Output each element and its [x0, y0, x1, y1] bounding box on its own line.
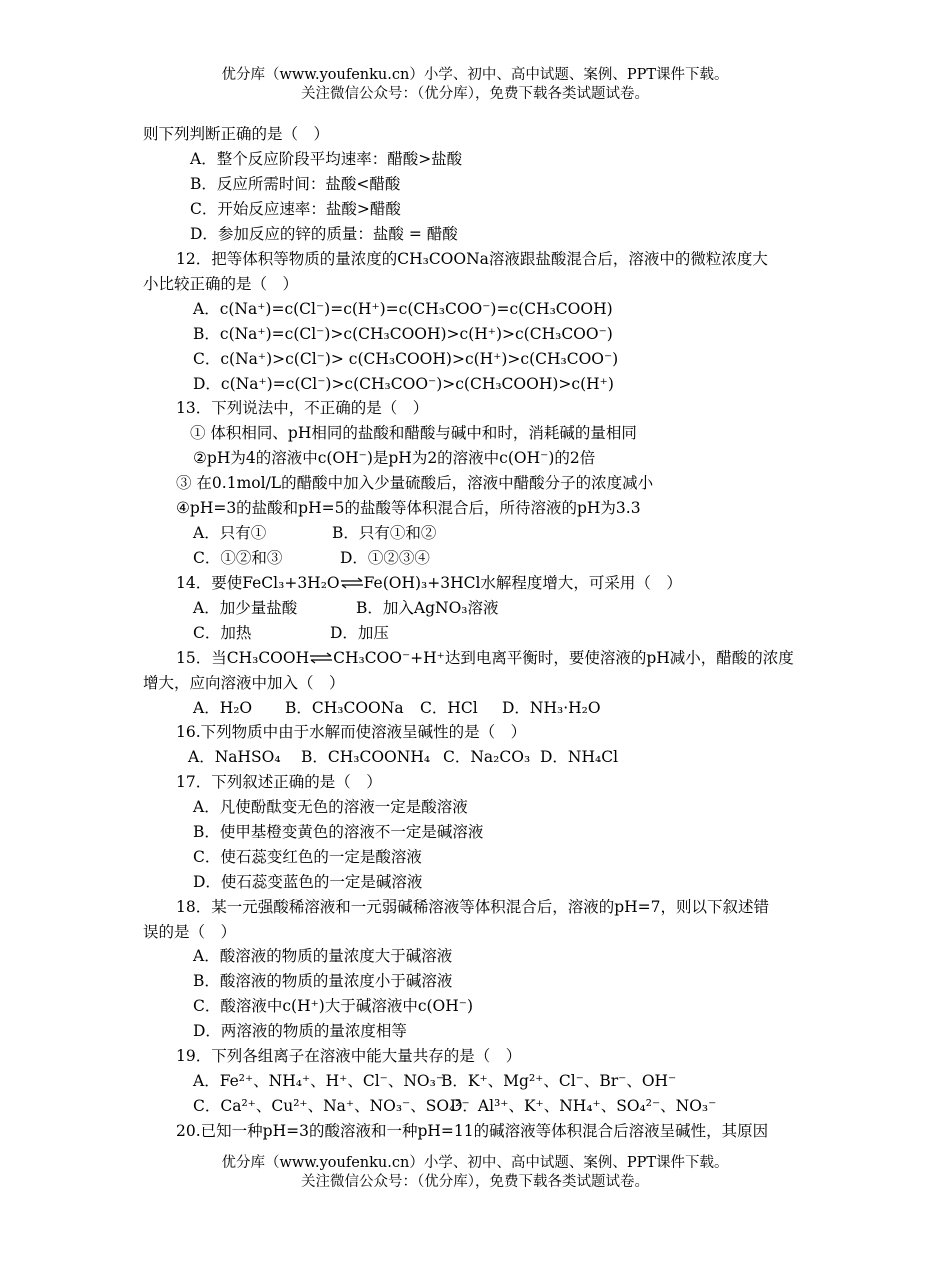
q19-option-a: A．Fe²⁺、NH₄⁺、H⁺、Cl⁻、NO₃⁻	[193, 1072, 445, 1090]
q15-stem-line-2: 增大，应向溶液中加入（ ）	[143, 674, 345, 692]
q11-stem: 则下列判断正确的是（ ）	[143, 125, 330, 143]
q13-statement-1: ① 体积相同、pH相同的盐酸和醋酸与碱中和时，消耗碱的量相同	[190, 424, 637, 442]
q13-statement-4: ④pH=3的盐酸和pH=5的盐酸等体积混合后，所待溶液的pH为3.3	[176, 499, 641, 517]
q12-stem-line-2: 小比较正确的是（ ）	[143, 275, 299, 293]
q18-option-c: C．酸溶液中c(H⁺)大于碱溶液中c(OH⁻)	[193, 997, 474, 1015]
q14-stem-left: 14．要使FeCl₃+3H₂O	[176, 574, 340, 592]
q16-option-c: C．Na₂CO₃	[443, 748, 531, 766]
q15-stem-right: CH₃COO⁻+H⁺达到电离平衡时，要使溶液的pH减小，醋酸的浓度	[333, 649, 794, 667]
q11-option-b: B．反应所需时间：盐酸<醋酸	[190, 175, 401, 193]
equilibrium-arrow-icon	[310, 654, 332, 664]
q13-option-a: A．只有①	[193, 524, 267, 542]
q14-option-a: A．加少量盐酸	[193, 599, 298, 617]
q15-option-d: D．NH₃·H₂O	[502, 699, 601, 717]
page-footer	[0, 1154, 950, 1192]
q12-option-b: B．c(Na⁺)=c(Cl⁻)>c(CH₃COOH)>c(H⁺)>c(CH₃COO⁻)	[193, 325, 613, 343]
q17-option-b: B．使甲基橙变黄色的溶液不一定是碱溶液	[193, 823, 484, 841]
q14-option-c: C．加热	[193, 624, 252, 642]
header-line-1: 优分库（www.youfenku.cn）小学、初中、高中试题、案例、PPT课件下载。	[221, 67, 729, 83]
q18-stem-line-1: 18．某一元强酸稀溶液和一元弱碱稀溶液等体积混合后，溶液的pH=7，则以下叙述错	[176, 898, 770, 916]
q13-option-c: C．①②和③	[193, 549, 283, 567]
q12-stem-line-1: 12．把等体积等物质的量浓度的CH₃COONa溶液跟盐酸混合后，溶液中的微粒浓度大	[176, 250, 768, 268]
q14-option-d: D．加压	[330, 624, 389, 642]
q13-statement-2: ②pH为4的溶液中c(OH⁻)是pH为2的溶液中c(OH⁻)的2倍	[193, 449, 596, 467]
q18-option-b: B．酸溶液的物质的量浓度小于碱溶液	[193, 972, 453, 990]
q13-statement-3: ③ 在0.1mol/L的醋酸中加入少量硫酸后，溶液中醋酸分子的浓度减小	[176, 474, 654, 492]
q18-option-d: D．两溶液的物质的量浓度相等	[193, 1022, 407, 1040]
q17-option-c: C．使石蕊变红色的一定是酸溶液	[193, 848, 422, 866]
q15-option-c: C．HCl	[420, 699, 478, 717]
q15-stem-left: 15．当CH₃COOH	[176, 649, 310, 667]
q11-option-d: D．参加反应的锌的质量：盐酸 = 醋酸	[190, 225, 458, 243]
q13-option-b: B．只有①和②	[332, 524, 437, 542]
q16-stem: 16.下列物质中由于水解而使溶液呈碱性的是（ ）	[176, 723, 527, 741]
page-header	[0, 66, 950, 104]
q15-stem-line-1	[176, 648, 794, 668]
q12-option-a: A．c(Na⁺)=c(Cl⁻)=c(H⁺)=c(CH₃COO⁻)=c(CH₃COOH)	[193, 300, 613, 318]
q16-option-a: A．NaHSO₄	[188, 748, 281, 766]
q14-option-b: B．加入AgNO₃溶液	[356, 599, 499, 617]
q19-stem: 19．下列各组离子在溶液中能大量共存的是（ ）	[176, 1047, 522, 1065]
q15-option-a: A．H₂O	[193, 699, 253, 717]
header-line-2: 关注微信公众号：（优分库），免费下载各类试题试卷。	[301, 86, 649, 102]
q18-stem-line-2: 误的是（ ）	[143, 923, 237, 941]
q11-option-a: A．整个反应阶段平均速率：醋酸>盐酸	[190, 150, 463, 168]
footer-line-1: 优分库（www.youfenku.cn）小学、初中、高中试题、案例、PPT课件下载。	[221, 1155, 729, 1171]
q19-option-b: B．K⁺、Mg²⁺、Cl⁻、Br⁻、OH⁻	[441, 1072, 677, 1090]
q12-option-c: C．c(Na⁺)>c(Cl⁻)> c(CH₃COOH)>c(H⁺)>c(CH₃COO⁻)	[193, 350, 619, 368]
q14-stem	[176, 573, 682, 593]
q12-option-d: D．c(Na⁺)=c(Cl⁻)>c(CH₃COO⁻)>c(CH₃COOH)>c(H⁺)	[193, 375, 614, 393]
q11-option-c: C．开始反应速率：盐酸>醋酸	[190, 200, 401, 218]
q13-stem: 13．下列说法中，不正确的是（ ）	[176, 399, 429, 417]
q19-option-c: C．Ca²⁺、Cu²⁺、Na⁺、NO₃⁻、SO₄²⁻	[193, 1097, 470, 1115]
q20-stem: 20.已知一种pH=3的酸溶液和一种pH=11的碱溶液等体积混合后溶液呈碱性，其原因	[176, 1122, 769, 1140]
q16-option-b: B．CH₃COONH₄	[301, 748, 431, 766]
q17-option-d: D．使石蕊变蓝色的一定是碱溶液	[193, 873, 423, 891]
q15-option-b: B．CH₃COONa	[285, 699, 404, 717]
q16-option-d: D．NH₄Cl	[540, 748, 619, 766]
q17-option-a: A．凡使酚酞变无色的溶液一定是酸溶液	[193, 798, 468, 816]
q14-stem-right: Fe(OH)₃+3HCl水解程度增大，可采用（ ）	[363, 574, 682, 592]
equilibrium-arrow-icon	[341, 579, 363, 589]
q17-stem: 17．下列叙述正确的是（ ）	[176, 773, 382, 791]
q18-option-a: A．酸溶液的物质的量浓度大于碱溶液	[193, 947, 453, 965]
q19-option-d: D．Al³⁺、K⁺、NH₄⁺、SO₄²⁻、NO₃⁻	[450, 1097, 717, 1115]
q13-option-d: D．①②③④	[340, 549, 430, 567]
footer-line-2: 关注微信公众号：（优分库），免费下载各类试题试卷。	[301, 1174, 649, 1190]
